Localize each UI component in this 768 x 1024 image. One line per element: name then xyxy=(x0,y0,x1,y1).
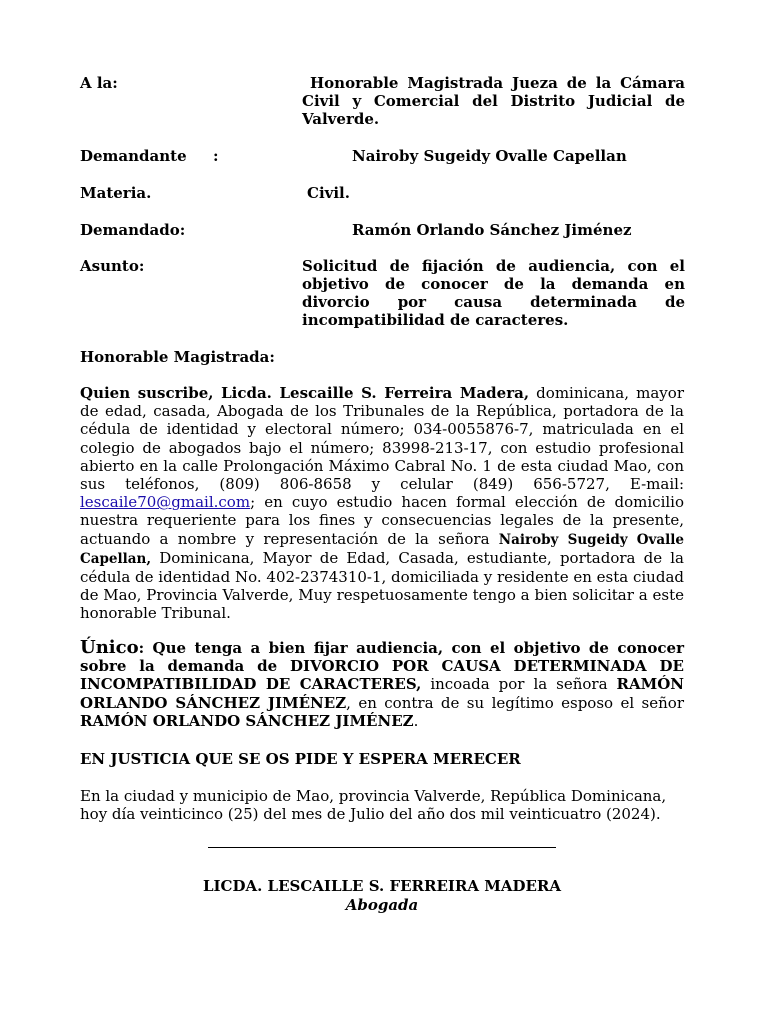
signature-line xyxy=(208,847,556,848)
addressee-label: A la: xyxy=(80,74,118,92)
subject-label: Materia. xyxy=(80,184,152,202)
defendant-value: Ramón Orlando Sánchez Jiménez xyxy=(352,221,632,239)
unico-text-3: . xyxy=(413,711,419,730)
unico-text-2: , en contra de su legítimo esposo el señor xyxy=(346,693,684,712)
unico-name-2: RAMÓN ORLANDO SÁNCHEZ JIMÉNEZ xyxy=(80,711,414,730)
signer-title: Abogada xyxy=(345,896,419,914)
salutation: Honorable Magistrada: xyxy=(80,348,275,366)
plaintiff-label: Demandante xyxy=(80,147,187,165)
closing-formula: EN JUSTICIA QUE SE OS PIDE Y ESPERA MERECER xyxy=(80,750,521,768)
unico-request: : Que tenga a bien fijar audiencia, con el objetivo de conocer sobre la demanda de DIVORCIO POR CAUSA DETERMINADA DE INCOMPATIBILIDAD DE CARACTERES, xyxy=(80,639,684,694)
email-link[interactable]: lescaile70@gmail.com xyxy=(80,493,251,512)
client-name: Nairoby Sugeidy Ovalle Capellan, xyxy=(80,531,684,567)
subject-value: Civil. xyxy=(307,184,350,202)
signer-name: LICDA. LESCAILLE S. FERREIRA MADERA xyxy=(202,877,562,895)
signer-intro: Quien suscribe, Licda. Lescaille S. Ferreira Madera, xyxy=(80,384,530,402)
matter-value: Solicitud de fijación de audiencia, con el objetivo de conocer de la demanda en divorcio por causa determinada de incompatibilidad de caracteres. xyxy=(302,257,685,329)
unico-text-1: incoada por la señora xyxy=(421,675,617,694)
body-text-2: ; en cuyo estudio hacen formal elección de domicilio nuestra requeriente para los fines y consecuencias legales de la presente, actuando a nombre y representación de la señora xyxy=(80,493,684,548)
unico-paragraph xyxy=(80,639,684,730)
addressee-value: Honorable Magistrada Jueza de la Cámara Civil y Comercial del Distrito Judicial de Valverde. xyxy=(302,74,685,128)
body-text-3: Dominicana, Mayor de Edad, Casada, estudiante, portadora de la cédula de identidad No. 402-2374310-1, domiciliada y residente en esta ciudad de Mao, Provincia Valverde, Muy respetuosamente tengo a bien solicitar a este honorable Tribunal. xyxy=(80,548,684,623)
defendant-label: Demandado: xyxy=(80,221,186,239)
matter-label: Asunto: xyxy=(80,257,145,275)
place-date: En la ciudad y municipio de Mao, provincia Valverde, República Dominicana, hoy día veinticinco (25) del mes de Julio del año dos mil veinticuatro (2024). xyxy=(80,787,667,824)
unico-word: Único xyxy=(80,637,139,658)
unico-name-1: RAMÓN ORLANDO SÁNCHEZ JIMÉNEZ xyxy=(80,675,685,712)
plaintiff-colon: : xyxy=(213,147,219,165)
plaintiff-value: Nairoby Sugeidy Ovalle Capellan xyxy=(352,147,627,165)
body-text-1: dominicana, mayor de edad, casada, Abogada de los Tribunales de la República, portadora de la cédula de identidad y electoral número; 034-0055876-7, matriculada en el colegio de abogados bajo el número; 83998-213-17, con estudio profesional abierto en la calle Prolongación Máximo Cabral No. 1 de esta ciudad Mao, con sus teléfonos, (809) 806-8658 y celular (849) 656-5727, E-mail: xyxy=(80,384,684,494)
body-paragraph xyxy=(80,384,684,623)
